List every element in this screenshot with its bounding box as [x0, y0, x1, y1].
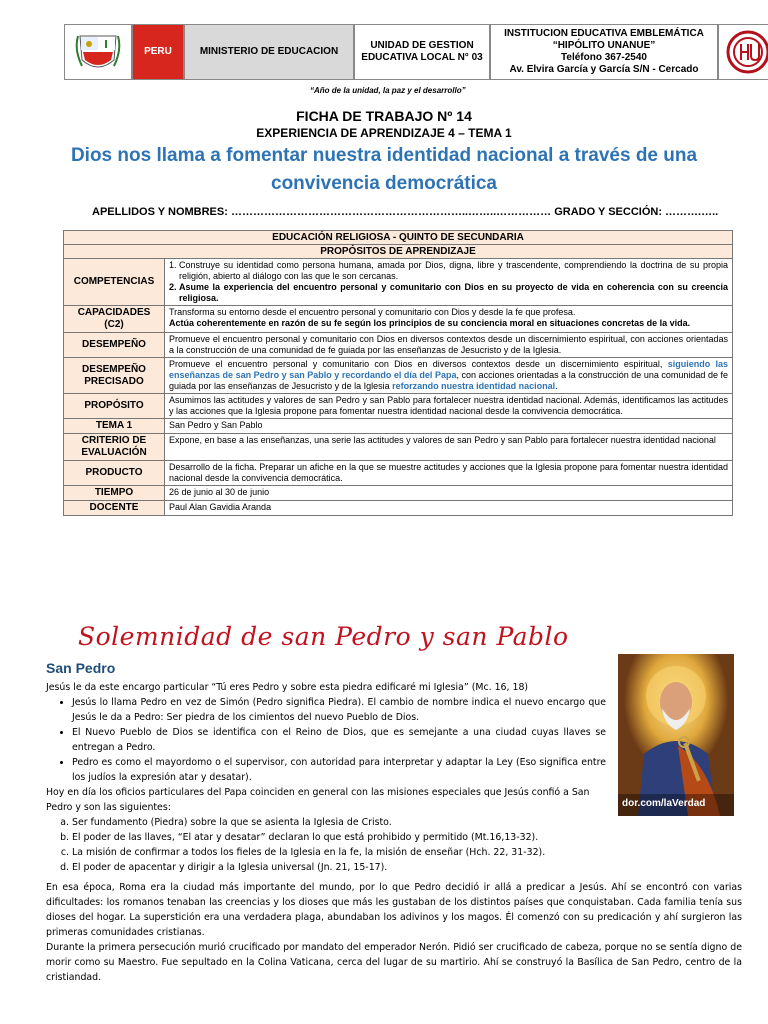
tema-label: TEMA 1: [64, 419, 165, 434]
tiempo-label: TIEMPO: [64, 486, 165, 501]
table-header-purposes: PROPÓSITOS DE APRENDIZAJE: [64, 245, 733, 259]
dp-text-1: Promueve el encuentro personal y comunitario con Dios en diversos contextos desde un discernimiento espiritual,: [169, 359, 668, 369]
desempeno-label: DESEMPEÑO: [64, 333, 165, 358]
dp-text-2: , con acciones orientadas a la construcción de una comunidad de fe guiada por las enseñanzas de Jesucristo y de la Iglesia: [169, 370, 728, 391]
dp-text-3: .: [555, 381, 558, 391]
peru-coat-of-arms: [64, 24, 132, 80]
docente-value: Paul Alan Gavidia Aranda: [165, 501, 733, 516]
institution-address: Av. Elvira García y García S/N - Cercado: [509, 64, 699, 75]
list-item: c. La misión de confirmar a todos los fieles de la Iglesia en la fe, la misión de enseñar (Hch. 22, 31-32).: [72, 845, 606, 860]
missions-intro: Hoy en día los oficios particulares del Papa coinciden en general con las misiones especiales que Jesús confió a San Pedro y son las siguientes:: [46, 787, 590, 813]
desempeno-value: Promueve el encuentro personal y comunitario con Dios en diversos contextos desde un discernimiento espiritual, con acciones orientadas a la construcción de una comunidad de fe guiada por las enseñanzas de Jesucristo y de la Iglesia.: [165, 333, 733, 358]
proposito-value: Asumimos las actitudes y valores de san Pedro y san Pablo para fortalecer nuestra identidad nacional. Además, identificamos las actitudes y las acciones que la Iglesia propone para fomentar nuestra identidad nacional desde la convivencia democrática.: [165, 394, 733, 419]
learning-purposes-table: [63, 230, 733, 516]
list-item: b. El poder de las llaves, “El atar y desatar” declaran lo que está prohibido y permitido (Mt.16,13-32).: [72, 830, 606, 845]
history-paragraph-2: Durante la primera persecución murió crucificado por mandato del emperador Nerón. Pidió ser crucificado de cabeza, porque no se sentía digno de morir como su Maestro. Fue sepultado en la Colina Vaticana, cerca del lugar de su martirio. Ahí se construyó la Basílica de San Pedro, centro de la cristiandad.: [46, 942, 742, 983]
intro-paragraph: Jesús le da este encargo particular “Tú eres Pedro y sobre esta piedra edificaré mi Iglesia” (Mc. 16, 18): [46, 682, 529, 693]
ficha-subtitle: EXPERIENCIA DE APRENDIZAJE 4 – TEMA 1: [256, 126, 512, 140]
proposito-label: PROPÓSITO: [64, 394, 165, 419]
producto-label: PRODUCTO: [64, 461, 165, 486]
institution-line1: INSTITUCION EDUCATIVA EMBLEMÁTICA: [504, 28, 704, 39]
table-row: [64, 434, 733, 461]
producto-value: Desarrollo de la ficha. Preparar un afiche en la que se muestre actitudes y acciones que la Iglesia propone para fomentar nuestra identidad nacional desde la convivencia democrática.: [165, 461, 733, 486]
ugel-label: UNIDAD DE GESTION EDUCATIVA LOCAL N° 03: [354, 24, 490, 80]
capacidades-label: CAPACIDADES (C2): [64, 306, 165, 333]
docente-label: DOCENTE: [64, 501, 165, 516]
desempeno-precisado-label: DESEMPEÑO PRECISADO: [64, 358, 165, 394]
bullet-list: [46, 695, 606, 785]
desempeno-precisado-value: [165, 358, 733, 394]
dp-highlight-1: siguiendo las enseñanzas de san Pedro y san Pablo y recordando el día del Papa: [169, 359, 728, 380]
competencia-2: 2. Asume la experiencia del encuentro personal y comunitario con Dios en su proyecto de vida en coherencia con su creencia religiosa.: [179, 282, 728, 304]
decorative-section-title: Solemnidad de san Pedro y san Pablo: [78, 622, 569, 651]
capacidad-1: Transforma su entorno desde el encuentro personal y comunitario con Dios y desde la fe que profesa.: [169, 307, 576, 317]
dp-highlight-2: reforzando nuestra identidad nacional: [392, 381, 556, 391]
table-row: [64, 486, 733, 501]
table-row: [64, 501, 733, 516]
table-row: [64, 419, 733, 434]
institution-name: “HIPÓLITO UNANUE”: [552, 40, 656, 51]
list-item: d. El poder de apacentar y dirigir a la Iglesia universal (Jn. 21, 15-17).: [72, 860, 606, 875]
table-row: [64, 461, 733, 486]
ficha-title: FICHA DE TRABAJO Nº 14: [296, 108, 472, 124]
san-pedro-heading: San Pedro: [46, 660, 116, 676]
student-names-line: APELLIDOS Y NOMBRES: ………………………………………………………..……..…………… GRADO Y SECCIÓN: ……….…..: [92, 206, 719, 218]
san-pedro-body: [46, 680, 606, 875]
tema-value: San Pedro y San Pablo: [165, 419, 733, 434]
school-logo: [718, 24, 768, 80]
table-row: [64, 259, 733, 306]
tiempo-value: 26 de junio al 30 de junio: [165, 486, 733, 501]
criterio-label: CRITERIO DE EVALUACIÓN: [64, 434, 165, 461]
document-header: [64, 24, 712, 95]
institution-phone: Teléfono 367-2540: [561, 52, 647, 63]
history-paragraph-1: En esa época, Roma era la ciudad más importante del mundo, por lo que Pedro decidió ir allá a predicar a Jesús. Ahí se encontró con varias dificultades: los romanos tenaban las creencias y los dioses que más les gustaban de los distintos países que conquistaban. Cada familia tenía sus dioses del hogar. La superstición era una verdadera plaga, abundaban los adivinos y los magos. Él comenzó con su predicación y ahí surgieron las primeras comunidades cristianas.: [46, 882, 742, 938]
main-title: Dios nos llama a fomentar nuestra identidad nacional a través de una convivencia democrática: [70, 145, 698, 194]
list-item: a. Ser fundamento (Piedra) sobre la que se asienta la Iglesia de Cristo.: [72, 815, 606, 830]
table-row: [64, 333, 733, 358]
missions-list: [46, 815, 606, 875]
competencia-1: 1. Construye su identidad como persona humana, amada por Dios, digna, libre y trascendente, comprendiendo la doctrina de su propia religión, abierto al diálogo con las que le son cercanas.: [179, 260, 728, 282]
history-text: [46, 880, 742, 985]
capacidades-value: [165, 306, 733, 333]
competencias-label: COMPETENCIAS: [64, 259, 165, 306]
table-row: [64, 394, 733, 419]
list-item: • Pedro es como el mayordomo o el supervisor, con autoridad para interpretar y adaptar la Ley (Eso significa entre los judíos la expresión atar y desatar).: [72, 755, 606, 785]
list-item: • El Nuevo Pueblo de Dios se identifica con el Reino de Dios, que es semejante a una ciudad cuyas llaves se entregan a Pedro.: [72, 725, 606, 755]
saint-peter-image: [618, 654, 734, 816]
image-watermark: dor.com/laVerdad: [622, 798, 706, 809]
list-item: • Jesús lo llama Pedro en vez de Simón (Pedro significa Piedra). El cambio de nombre indica el nuevo encargo que Jesús le da a Pedro: Ser piedra de los cimientos del nuevo Pueblo de Dios.: [72, 695, 606, 725]
year-motto: “Año de la unidad, la paz y el desarrollo”: [310, 86, 466, 95]
competencias-value: [165, 259, 733, 306]
institution-info: [490, 24, 718, 80]
table-row: [64, 306, 733, 333]
criterio-value: Expone, en base a las enseñanzas, una serie las actitudes y valores de san Pedro y san Pablo para fortalecer nuestra identidad nacional: [165, 434, 733, 461]
country-label: PERU: [132, 24, 184, 80]
ministry-label: MINISTERIO DE EDUCACION: [184, 24, 354, 80]
table-row: [64, 358, 733, 394]
capacidad-2: Actúa coherentemente en razón de su fe según los principios de su conciencia moral en situaciones concretas de la vida.: [169, 318, 691, 328]
table-header-course: EDUCACIÓN RELIGIOSA - QUINTO DE SECUNDARIA: [64, 231, 733, 245]
